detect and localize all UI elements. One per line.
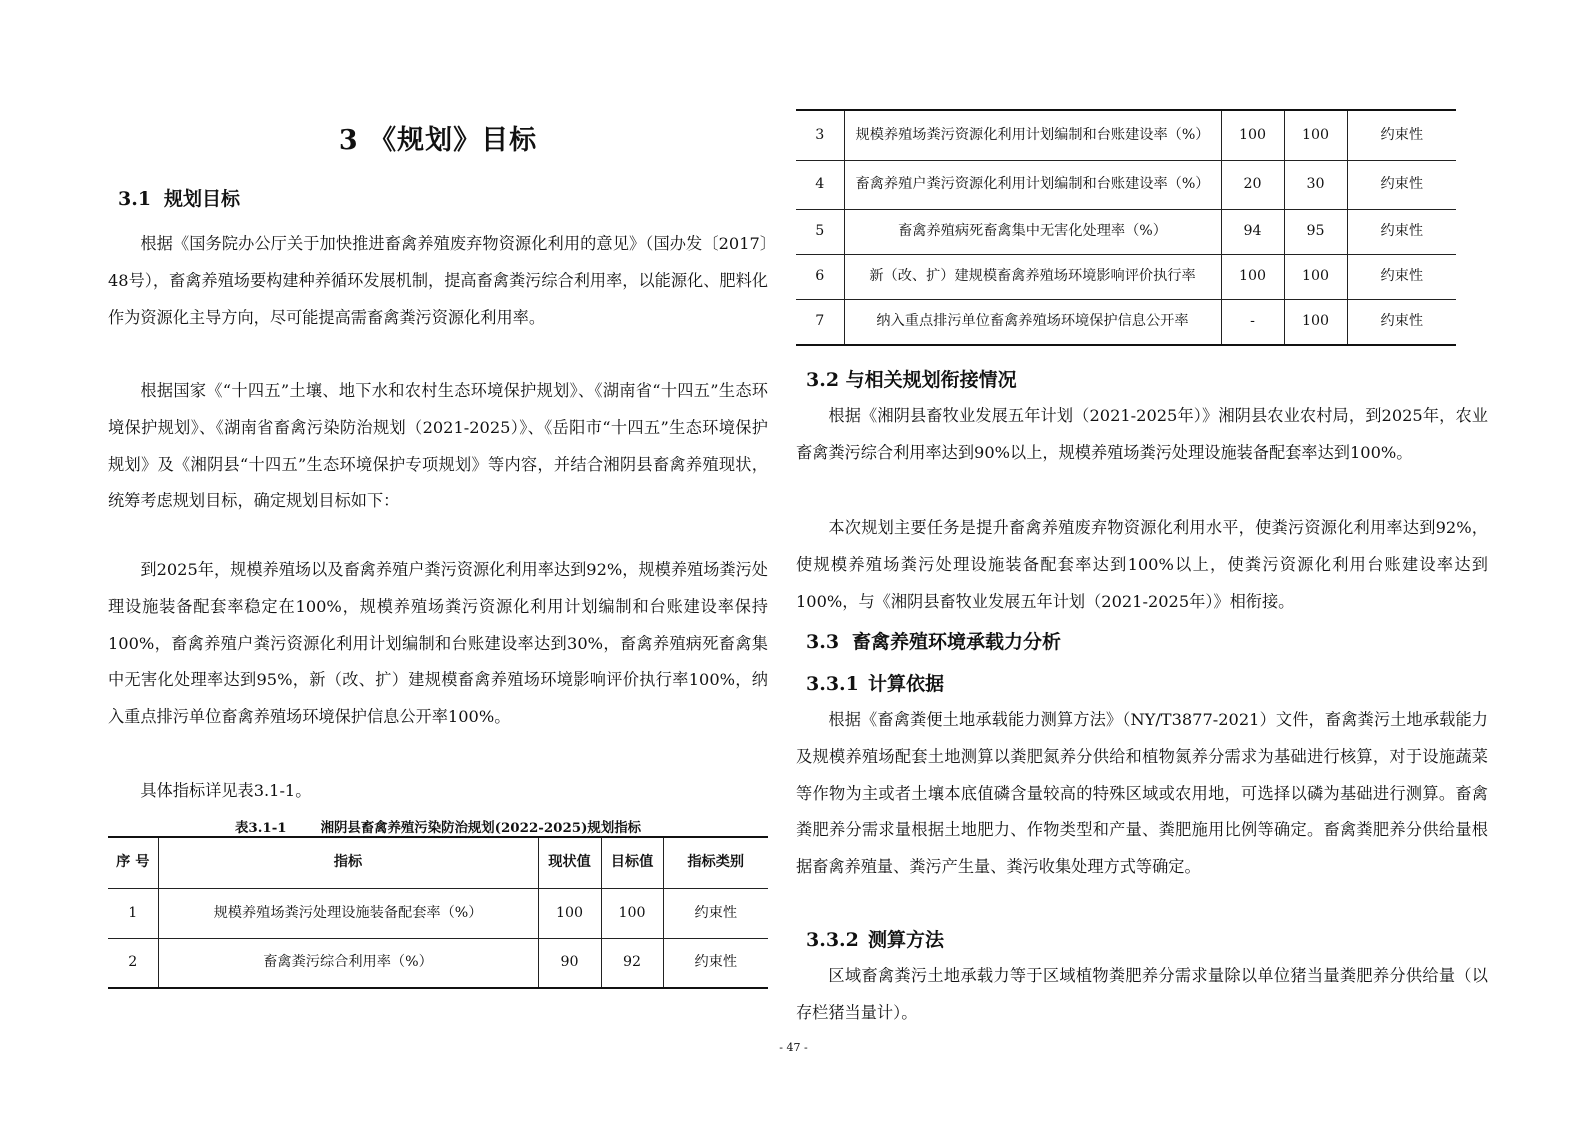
- table-cell: 1: [108, 888, 158, 938]
- section-title: 规划目标: [164, 188, 241, 210]
- table-cell: 畜禽粪污综合利用率（%）: [158, 938, 538, 988]
- table-cell: 约束性: [1347, 160, 1456, 209]
- table-cell: -: [1221, 299, 1284, 345]
- section-number: 3.3.1: [806, 673, 859, 695]
- table-cell: 100: [1221, 110, 1284, 160]
- table-cell: 约束性: [1347, 299, 1456, 345]
- paragraph: 区域畜禽粪污土地承载力等于区域植物粪肥养分需求量除以单位猪当量粪肥养分供给量（以存栏猪当量计）。: [796, 966, 1488, 1022]
- table-cell: 6: [796, 254, 844, 299]
- table-cell: 约束性: [1347, 209, 1456, 254]
- table-cell: 5: [796, 209, 844, 254]
- table-cell: 规模养殖场粪污处理设施装备配套率（%）: [158, 888, 538, 938]
- table-row: [796, 160, 1456, 209]
- indicator-table: [108, 836, 768, 989]
- table-row: [108, 888, 768, 938]
- table-header-row: [108, 837, 768, 888]
- header-cell: 目标值: [601, 837, 663, 888]
- header-cell: 指标类别: [663, 837, 768, 888]
- table-cell: 纳入重点排污单位畜禽养殖场环境保护信息公开率: [844, 299, 1221, 345]
- header-cell: 指标: [158, 837, 538, 888]
- table-cell: 20: [1221, 160, 1284, 209]
- table-cell: 畜禽养殖病死畜禽集中无害化处理率（%）: [844, 209, 1221, 254]
- section-3-3-1-heading: [806, 669, 944, 696]
- page-number: - 47 -: [779, 1041, 808, 1054]
- section-3-2-heading: 3.2 与相关规划衔接情况: [806, 369, 1017, 391]
- section-number: 3.3: [806, 631, 840, 653]
- paragraph: 根据《国务院办公厅关于加快推进畜禽养殖废弃物资源化利用的意见》（国办发〔2017〕48号），畜禽养殖场要构建种养循环发展机制，提高畜禽粪污综合利用率，以能源化、肥料化作为资源化主导方向，尽可能提高需畜禽粪污资源化利用率。: [108, 234, 768, 327]
- paragraph: 本次规划主要任务是提升畜禽养殖废弃物资源化利用水平，使粪污资源化利用率达到92%，使规模养殖场粪污处理设施装备配套率达到100%以上，使粪污资源化利用台账建设率达到100%，与《湘阴县畜牧业发展五年计划（2021-2025年）》相衔接。: [796, 518, 1488, 611]
- table-caption-title: 湘阴县畜禽养殖污染防治规划(2022-2025)规划指标: [320, 820, 641, 836]
- table-cell: 94: [1221, 209, 1284, 254]
- table-cell: 100: [1284, 254, 1347, 299]
- table-cell: 30: [1284, 160, 1347, 209]
- table-cell: 92: [601, 938, 663, 988]
- table-caption-number: 表3.1-1: [235, 820, 287, 836]
- table-cell: 100: [1284, 110, 1347, 160]
- table-cell: 90: [538, 938, 601, 988]
- table-cell: 新（改、扩）建规模畜禽养殖场环境影响评价执行率: [844, 254, 1221, 299]
- table-cell: 100: [601, 888, 663, 938]
- header-cell: 现状值: [538, 837, 601, 888]
- section-number: 3.3.2: [806, 929, 859, 951]
- chapter-title: 3 《规划》目标: [338, 125, 538, 156]
- section-number: 3.1: [118, 188, 152, 210]
- section-title: 畜禽养殖环境承载力分析: [852, 631, 1062, 653]
- indicator-table-continued: [796, 109, 1456, 346]
- section-title: 计算依据: [868, 673, 945, 695]
- paragraph: 具体指标详见表3.1-1。: [140, 781, 312, 800]
- table-cell: 4: [796, 160, 844, 209]
- paragraph: 到2025年，规模养殖场以及畜禽养殖户粪污资源化利用率达到92%，规模养殖场粪污处理设施装备配套率稳定在100%，规模养殖场粪污资源化利用计划编制和台账建设率保持100%，畜禽养殖户粪污资源化利用计划编制和台账建设率达到30%，畜禽养殖病死畜禽集中无害化处理率达到95%，新（改、扩）建规模畜禽养殖场环境影响评价执行率100%，纳入重点排污单位畜禽养殖场环境保护信息公开率100%。: [108, 560, 768, 727]
- table-cell: 规模养殖场粪污资源化利用计划编制和台账建设率（%）: [844, 110, 1221, 160]
- table-row: [108, 938, 768, 988]
- table-cell: 约束性: [663, 888, 768, 938]
- table-cell: 7: [796, 299, 844, 345]
- paragraph: 根据国家《“十四五”土壤、地下水和农村生态环境保护规划》、《湖南省“十四五”生态环境保护规划》、《湖南省畜禽污染防治规划（2021-2025）》、《岳阳市“十四五”生态环境保护规划》及《湘阴县“十四五”生态环境保护专项规划》等内容，并结合湘阴县畜禽养殖现状，统筹考虑规划目标，确定规划目标如下：: [108, 381, 768, 511]
- section-3-3-2-heading: [806, 925, 944, 952]
- table-cell: 畜禽养殖户粪污资源化利用计划编制和台账建设率（%）: [844, 160, 1221, 209]
- table-cell: 2: [108, 938, 158, 988]
- header-cell: 序 号: [108, 837, 158, 888]
- section-3-3-heading: [806, 627, 1061, 654]
- section-title: 测算方法: [868, 929, 945, 951]
- table-cell: 95: [1284, 209, 1347, 254]
- table-cell: 约束性: [663, 938, 768, 988]
- table-cell: 3: [796, 110, 844, 160]
- table-row: [796, 209, 1456, 254]
- table-caption: [108, 817, 768, 836]
- paragraph: 根据《湘阴县畜牧业发展五年计划（2021-2025年）》湘阴县农业农村局，到2025年，农业畜禽粪污综合利用率达到90%以上，规模养殖场粪污处理设施装备配套率达到100%。: [796, 406, 1488, 462]
- section-3-1-heading: [118, 184, 240, 211]
- table-row: [796, 254, 1456, 299]
- table-row: [796, 110, 1456, 160]
- paragraph: 根据《畜禽粪便土地承载能力测算方法》（NY/T3877-2021）文件，畜禽粪污土地承载能力及规模养殖场配套土地测算以粪肥氮养分供给和植物氮养分需求为基础进行核算，对于设施蔬菜等作物为主或者土壤本底值磷含量较高的特殊区域或农用地，可选择以磷为基础进行测算。畜禽粪肥养分需求量根据土地肥力、作物类型和产量、粪肥施用比例等确定。畜禽粪肥养分供给量根据畜禽养殖量、粪污产生量、粪污收集处理方式等确定。: [796, 710, 1488, 877]
- table-cell: 约束性: [1347, 110, 1456, 160]
- table-row: [796, 299, 1456, 345]
- table-cell: 100: [1284, 299, 1347, 345]
- table-cell: 100: [1221, 254, 1284, 299]
- table-cell: 约束性: [1347, 254, 1456, 299]
- table-cell: 100: [538, 888, 601, 938]
